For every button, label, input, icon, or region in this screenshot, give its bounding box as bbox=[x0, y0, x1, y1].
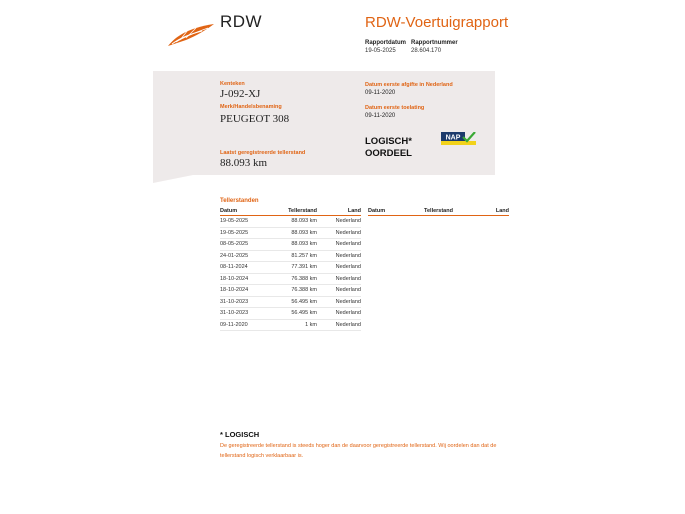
cell-odometer: 88.093 km bbox=[264, 216, 317, 228]
table-row bbox=[220, 273, 361, 285]
make-label: Merk/Handelsbenaming bbox=[220, 104, 282, 110]
cell-country: Nederland bbox=[317, 262, 361, 274]
table-row bbox=[220, 239, 361, 251]
verdict-line-1: LOGISCH* bbox=[365, 136, 412, 147]
footnote-text: De geregistreerde tellerstand is steeds hoger dan de daarvoor geregistreerde tellerstand. Wij oordelen dan dat de tellerstand logisch verklaarbaar is. bbox=[220, 443, 497, 459]
cell-date: 08-11-2024 bbox=[220, 262, 264, 274]
cell-date: 19-05-2025 bbox=[220, 216, 264, 228]
plate-label: Kenteken bbox=[220, 81, 245, 87]
cell-date: 19-05-2025 bbox=[220, 227, 264, 239]
footnote-title: * LOGISCH bbox=[220, 430, 260, 439]
cell-odometer: 88.093 km bbox=[264, 227, 317, 239]
col-date: Datum bbox=[368, 206, 412, 216]
table-row bbox=[220, 250, 361, 262]
report-title: RDW-Voertuigrapport bbox=[365, 14, 509, 31]
cell-country: Nederland bbox=[317, 285, 361, 297]
cell-odometer: 56.495 km bbox=[264, 308, 317, 320]
brand-name: RDW bbox=[220, 12, 263, 31]
cell-country: Nederland bbox=[317, 216, 361, 228]
cell-country: Nederland bbox=[317, 319, 361, 331]
col-odometer: Tellerstand bbox=[264, 206, 317, 216]
cell-date: 31-10-2023 bbox=[220, 296, 264, 308]
col-country: Land bbox=[317, 206, 361, 216]
rdw-feather-logo-icon bbox=[166, 22, 216, 48]
table-header-row bbox=[368, 206, 509, 216]
table-row bbox=[220, 308, 361, 320]
nap-text: NAP bbox=[445, 134, 461, 142]
cell-odometer: 77.391 km bbox=[264, 262, 317, 274]
cell-odometer: 76.388 km bbox=[264, 273, 317, 285]
cell-date: 09-11-2020 bbox=[220, 319, 264, 331]
cell-odometer: 81.257 km bbox=[264, 250, 317, 262]
table-row bbox=[220, 319, 361, 331]
cell-odometer: 76.388 km bbox=[264, 285, 317, 297]
table-row bbox=[220, 296, 361, 308]
first-registration-nl-label: Datum eerste afgifte in Nederland bbox=[365, 82, 453, 88]
cell-country: Nederland bbox=[317, 239, 361, 251]
report-number-value: 28.604.170 bbox=[411, 48, 442, 54]
report-date-value: 19-05-2025 bbox=[365, 48, 396, 54]
cell-country: Nederland bbox=[317, 296, 361, 308]
cell-country: Nederland bbox=[317, 250, 361, 262]
cell-date: 18-10-2024 bbox=[220, 273, 264, 285]
odometer-value: 88.093 km bbox=[220, 157, 268, 169]
cell-country: Nederland bbox=[317, 273, 361, 285]
readings-title: Tellerstanden bbox=[220, 198, 259, 204]
col-odometer: Tellerstand bbox=[412, 206, 465, 216]
cell-odometer: 1 km bbox=[264, 319, 317, 331]
make-value: PEUGEOT 308 bbox=[220, 113, 290, 125]
table-row bbox=[220, 227, 361, 239]
cell-date: 31-10-2023 bbox=[220, 308, 264, 320]
cell-date: 18-10-2024 bbox=[220, 285, 264, 297]
readings-table-right bbox=[368, 206, 509, 216]
first-admission-label: Datum eerste toelating bbox=[365, 105, 425, 111]
table-row bbox=[220, 285, 361, 297]
cell-date: 08-05-2025 bbox=[220, 239, 264, 251]
report-date-label: Rapportdatum bbox=[365, 40, 406, 46]
cell-country: Nederland bbox=[317, 227, 361, 239]
first-registration-nl-value: 09-11-2020 bbox=[365, 90, 396, 96]
readings-table-left bbox=[220, 206, 361, 331]
cell-date: 24-01-2025 bbox=[220, 250, 264, 262]
cell-odometer: 88.093 km bbox=[264, 239, 317, 251]
col-date: Datum bbox=[220, 206, 264, 216]
table-row bbox=[220, 262, 361, 274]
odometer-label: Laatst geregistreerde tellerstand bbox=[220, 150, 306, 156]
report-number-label: Rapportnummer bbox=[411, 40, 458, 46]
first-admission-value: 09-11-2020 bbox=[365, 113, 396, 119]
cell-country: Nederland bbox=[317, 308, 361, 320]
panel-notch bbox=[153, 175, 193, 183]
table-row bbox=[220, 216, 361, 228]
plate-value: J-092-XJ bbox=[220, 88, 261, 100]
nap-check-logo-icon bbox=[441, 132, 476, 145]
cell-odometer: 56.495 km bbox=[264, 296, 317, 308]
verdict bbox=[365, 136, 412, 160]
verdict-line-2: OORDEEL bbox=[365, 148, 412, 159]
col-country: Land bbox=[465, 206, 509, 216]
table-header-row bbox=[220, 206, 361, 216]
